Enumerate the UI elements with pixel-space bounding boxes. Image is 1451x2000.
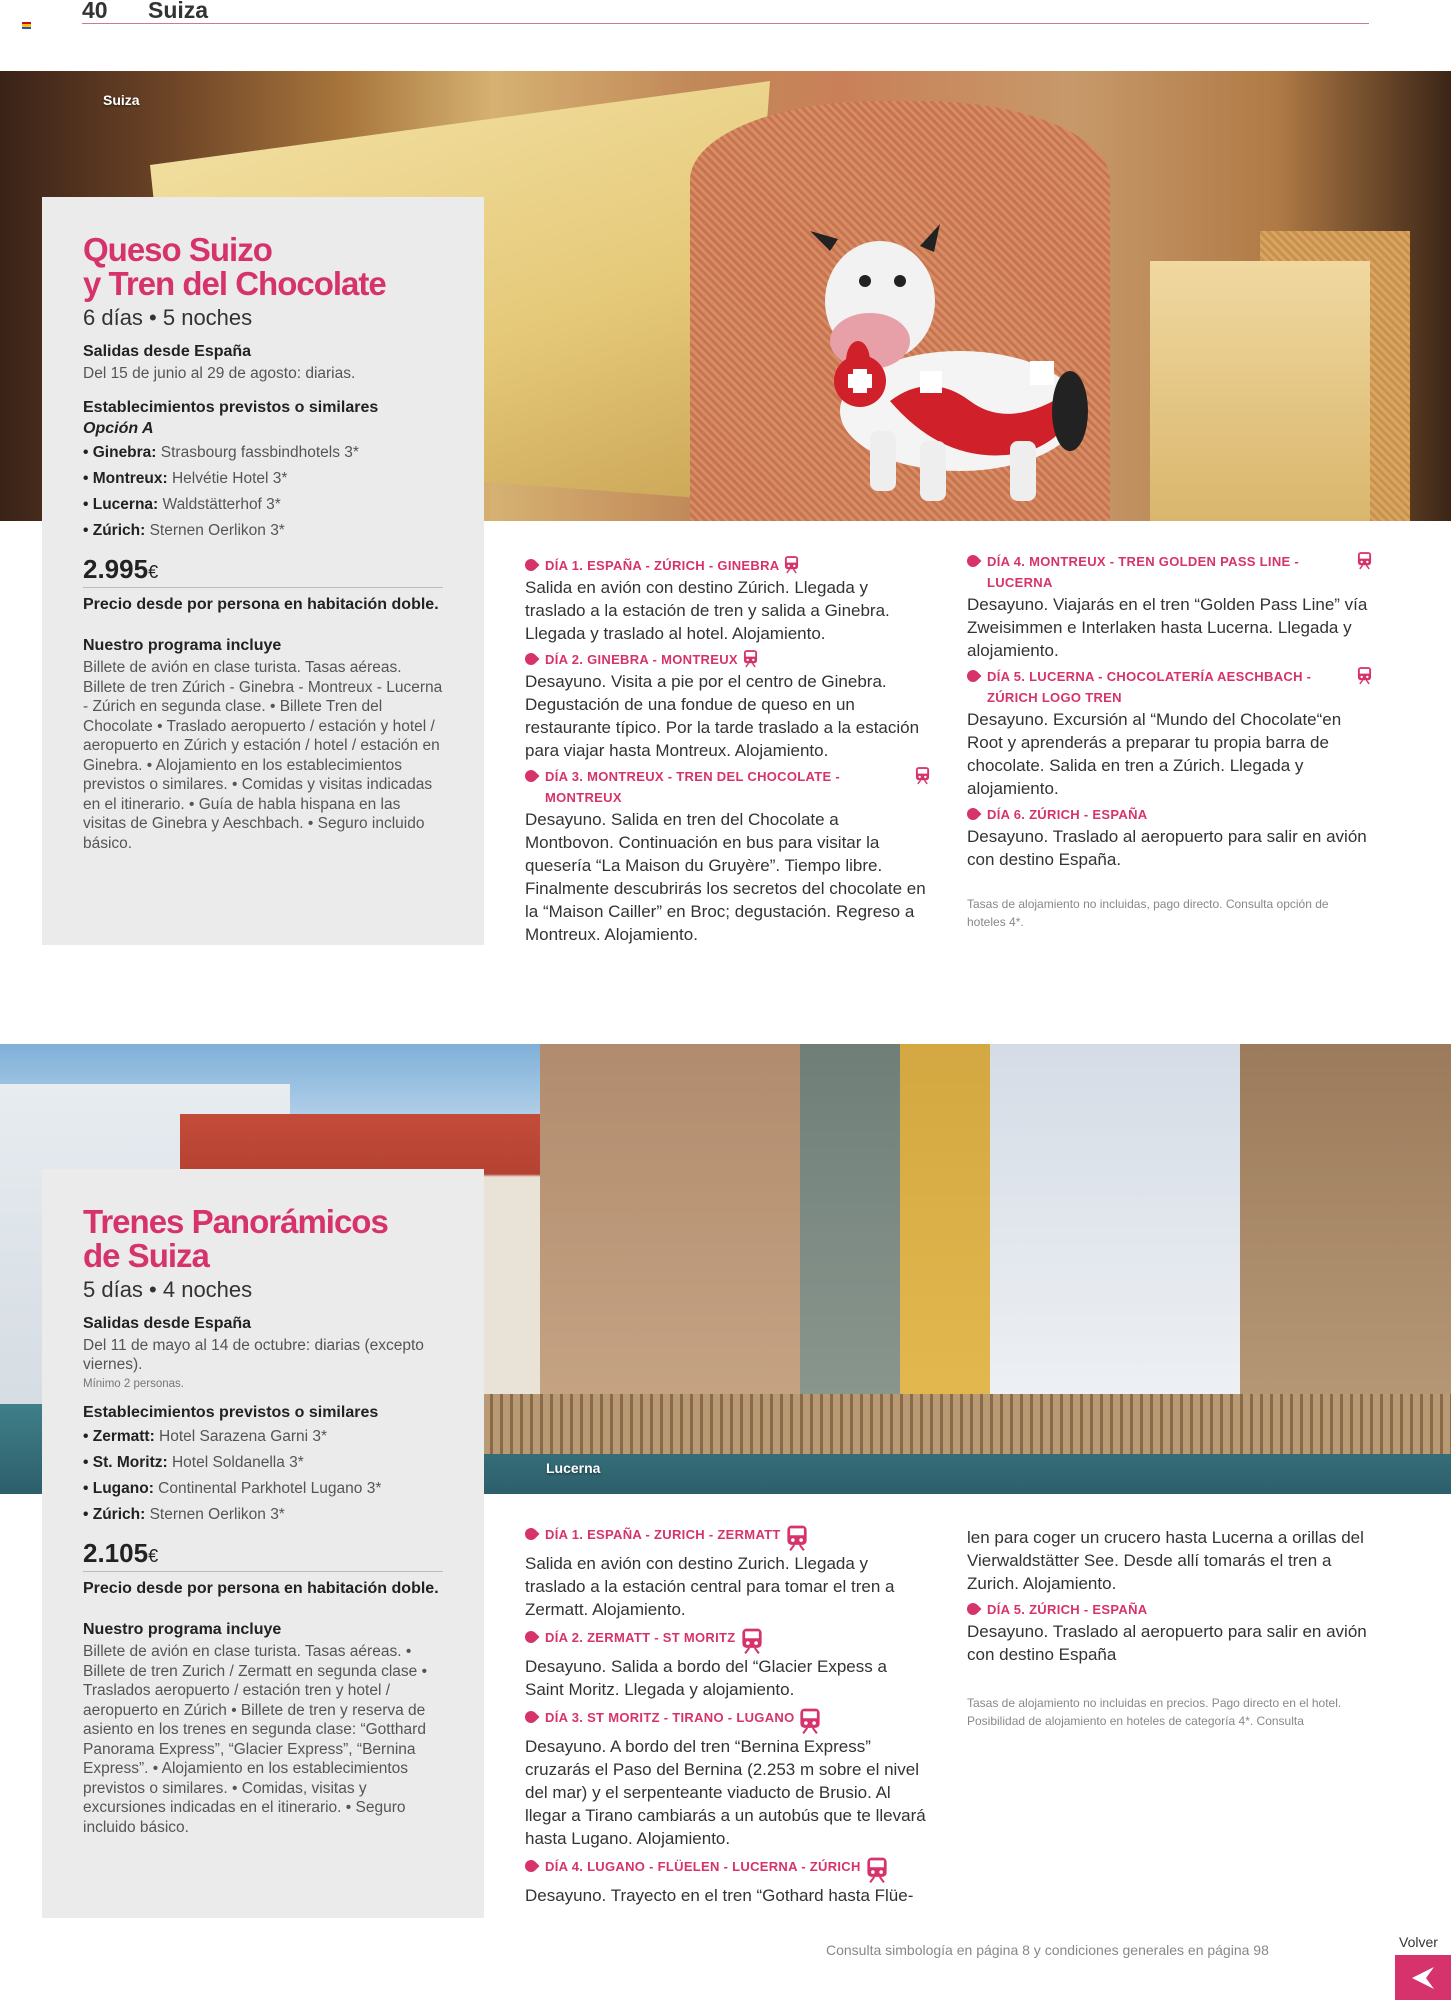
trip-summary-box xyxy=(42,1169,484,1918)
day-text: Desayuno. Salida en tren del Chocolate a Montbovon. Continuación en bus para visitar la quesería “La Maison du Gruyère”. Tiempo libre. Finalmente descubrirás los secretos del chocolate en la “Maison Cailler” en Broc; degustación. Regreso a Montreux. Alojamiento. xyxy=(525,810,926,944)
price-description: Precio desde por persona en habitación doble. xyxy=(83,596,439,613)
departures-label: Salidas desde España xyxy=(83,1315,252,1332)
footer-note: Consulta simbología en página 8 y condiciones generales en página 98 xyxy=(826,1942,1269,1958)
back-label[interactable]: Volver xyxy=(1399,1934,1438,1950)
arrow-icon xyxy=(523,1858,540,1875)
day-text: Salida en avión con destino Zurich. Llegada y traslado a la estación central para tomar el tren a Zermatt. Alojamiento. xyxy=(525,1554,895,1619)
page-number: 40 xyxy=(82,0,108,23)
trip-duration: 6 días • 5 noches xyxy=(83,305,253,330)
price-description: Precio desde por persona en habitación doble. xyxy=(83,1580,439,1597)
includes-label: Nuestro programa incluye xyxy=(83,637,282,654)
hotel-item: • Lucerna: Waldstätterhof 3* xyxy=(83,496,281,513)
train-icon xyxy=(1357,551,1372,570)
hotel-item: • Ginebra: Strasbourg fassbindhotels 3* xyxy=(83,444,359,461)
arrow-icon xyxy=(523,768,540,785)
trip-duration: 5 días • 4 noches xyxy=(83,1277,253,1302)
day-text: Desayuno. Trayecto en el tren “Gothard hasta Flüe- xyxy=(525,1886,914,1905)
includes-label: Nuestro programa incluye xyxy=(83,1621,282,1638)
day-heading: DÍA 2. ZERMATT - ST MORITZ xyxy=(525,1627,930,1655)
arrow-icon xyxy=(523,1526,540,1543)
day-text: Desayuno. Viajarás en el tren “Golden Pass Line” vía Zweisimmen e Interlaken hasta Lucerna. Llegada y alojamiento. xyxy=(967,595,1368,660)
day-heading: DÍA 6. ZÚRICH - ESPAÑA xyxy=(967,804,1372,825)
day-heading: DÍA 1. ESPAÑA - ZÚRICH - GINEBRA xyxy=(525,555,930,576)
day-heading: DÍA 4. LUGANO - FLÜELEN - LUCERNA - ZÚRICH xyxy=(525,1856,930,1884)
itinerary-column xyxy=(967,551,1372,931)
day-heading: DÍA 5. ZÚRICH - ESPAÑA xyxy=(967,1599,1372,1620)
spain-flag-icon xyxy=(22,22,31,29)
page-title: Suiza xyxy=(148,0,209,23)
hero-caption: Lucerna xyxy=(546,1460,601,1476)
trip-title: Trenes Panorámicos de Suiza xyxy=(83,1203,388,1274)
price: 2.105€ xyxy=(83,1538,443,1572)
train-icon xyxy=(784,555,799,574)
back-button[interactable] xyxy=(1395,1955,1451,2000)
day-text: Desayuno. Visita a pie por el centro de Ginebra. Degustación de una fondue de queso en un restaurante típico. Por la tarde traslado a la estación para viajar hasta Montreux. Alojamiento. xyxy=(525,672,920,760)
arrow-icon xyxy=(965,553,982,570)
hotel-item: • Montreux: Helvétie Hotel 3* xyxy=(83,470,288,487)
arrow-icon xyxy=(523,557,540,574)
day-text: Desayuno. Excursión al “Mundo del Chocolate“en Root y aprenderás a preparar tu propia barra de chocolate. Salida en tren a Zúrich. Llegada y alojamiento. xyxy=(967,710,1342,798)
back-arrow-icon xyxy=(1410,1965,1436,1991)
departures-text: Del 15 de junio al 29 de agosto: diarias. xyxy=(83,365,356,382)
departures-text: Del 11 de mayo al 14 de octubre: diarias (excepto viernes). xyxy=(83,1337,424,1373)
hotel-item: • Zúrich: Sternen Oerlikon 3* xyxy=(83,1506,285,1523)
day-text: Desayuno. Salida a bordo del “Glacier Expess a Saint Moritz. Llegada y alojamiento. xyxy=(525,1657,887,1699)
train-icon xyxy=(799,1707,821,1735)
header-divider xyxy=(82,23,1369,24)
train-icon xyxy=(786,1524,808,1552)
arrow-icon xyxy=(965,806,982,823)
arrow-icon xyxy=(965,1601,982,1618)
train-icon xyxy=(1357,666,1372,685)
includes-text: Billete de avión en clase turista. Tasas aéreas. Billete de tren Zúrich - Ginebra - Montreux - Lucerna - Zúrich en segunda clase. • Billete Tren del Chocolate • Traslado aeropuerto / estación y hotel / aeropuerto en Zúrich y estación / hotel / estación en Ginebra. • Alojamiento en los establecimientos previstos o similares. • Comidas y visitas indicadas en el itinerario. • Guía de habla hispana en las visitas de Ginebra y Aeschbach. • Seguro incluido básico. xyxy=(83,659,443,852)
departures-label: Salidas desde España xyxy=(83,343,252,360)
day-heading: DÍA 5. LUCERNA - CHOCOLATERÍA AESCHBACH - ZÚRICH LOGO TREN xyxy=(967,666,1372,708)
day-heading: DÍA 3. MONTREUX - TREN DEL CHOCOLATE - MONTREUX xyxy=(525,766,930,808)
footnote: Tasas de alojamiento no incluidas, pago directo. Consulta opción de hoteles 4*. xyxy=(967,897,1329,929)
itinerary-column xyxy=(525,1524,930,1907)
hotel-list xyxy=(83,1424,444,1528)
price: 2.995€ xyxy=(83,554,443,588)
day-text: Desayuno. Traslado al aeropuerto para salir en avión con destino España xyxy=(967,1622,1367,1664)
hotel-item: • Zúrich: Sternen Oerlikon 3* xyxy=(83,522,285,539)
hotels-label: Establecimientos previstos o similares xyxy=(83,399,379,416)
train-icon xyxy=(915,766,930,785)
train-icon xyxy=(866,1856,888,1884)
arrow-icon xyxy=(965,668,982,685)
day-text: len para coger un crucero hasta Lucerna a orillas del Vierwaldstätter See. Desde allí tomarás el tren a Zurich. Alojamiento. xyxy=(967,1528,1364,1593)
day-heading: DÍA 1. ESPAÑA - ZURICH - ZERMATT xyxy=(525,1524,930,1552)
swiss-cow-figurine-image xyxy=(770,211,1110,511)
day-heading: DÍA 2. GINEBRA - MONTREUX xyxy=(525,649,930,670)
day-heading: DÍA 4. MONTREUX - TREN GOLDEN PASS LINE - LUCERNA xyxy=(967,551,1372,593)
day-text: Desayuno. Traslado al aeropuerto para salir en avión con destino España. xyxy=(967,827,1367,869)
itinerary-column xyxy=(525,555,930,946)
trip-title: Queso Suizo y Tren del Chocolate xyxy=(83,231,386,302)
footnote: Tasas de alojamiento no incluidas en precios. Pago directo en el hotel. Posibilidad de alojamiento en hoteles de categoría 4*. Consulta xyxy=(967,1696,1342,1728)
day-text: Salida en avión con destino Zúrich. Llegada y traslado a la estación de tren y salida a Ginebra. Llegada y traslado al hotel. Alojamiento. xyxy=(525,578,890,643)
hotel-item: • Lugano: Continental Parkhotel Lugano 3* xyxy=(83,1480,382,1497)
arrow-icon xyxy=(523,1629,540,1646)
day-heading: DÍA 3. ST MORITZ - TIRANO - LUGANO xyxy=(525,1707,930,1735)
arrow-icon xyxy=(523,1709,540,1726)
option-label: Opción A xyxy=(83,420,154,437)
day-text: Desayuno. A bordo del tren “Bernina Express” cruzarás el Paso del Bernina (2.253 m sobre el nivel del mar) y el serpenteante viaducto de Brusio. Al llegar a Tirano cambiarás a un autobús que te llevará hasta Lugano. Alojamiento. xyxy=(525,1737,926,1848)
hotel-item: • St. Moritz: Hotel Soldanella 3* xyxy=(83,1454,304,1471)
includes-text: Billete de avión en clase turista. Tasas aéreas. • Billete de tren Zurich / Zermatt en segunda clase • Traslados aeropuerto / estación tren y hotel / aeropuerto en Zúrich • Billete de tren y reserva de asiento en los trenes en segunda clase: “Gotthard Panorama Express”, “Glacier Express”, “Bernina Express”. • Alojamiento en los establecimientos previstos o similares. • Comidas, visitas y excursiones indicadas en el itinerario. • Seguro incluido básico. xyxy=(83,1643,428,1836)
minimum-note: Mínimo 2 personas. xyxy=(83,1378,184,1390)
itinerary-column xyxy=(967,1526,1372,1730)
hero-caption: Suiza xyxy=(103,92,140,108)
trip-summary-box xyxy=(42,197,484,945)
hotel-list xyxy=(83,440,444,544)
train-icon xyxy=(743,649,758,668)
hotel-item: • Zermatt: Hotel Sarazena Garni 3* xyxy=(83,1428,328,1445)
arrow-icon xyxy=(523,651,540,668)
train-icon xyxy=(741,1627,763,1655)
hotels-label: Establecimientos previstos o similares xyxy=(83,1404,379,1421)
